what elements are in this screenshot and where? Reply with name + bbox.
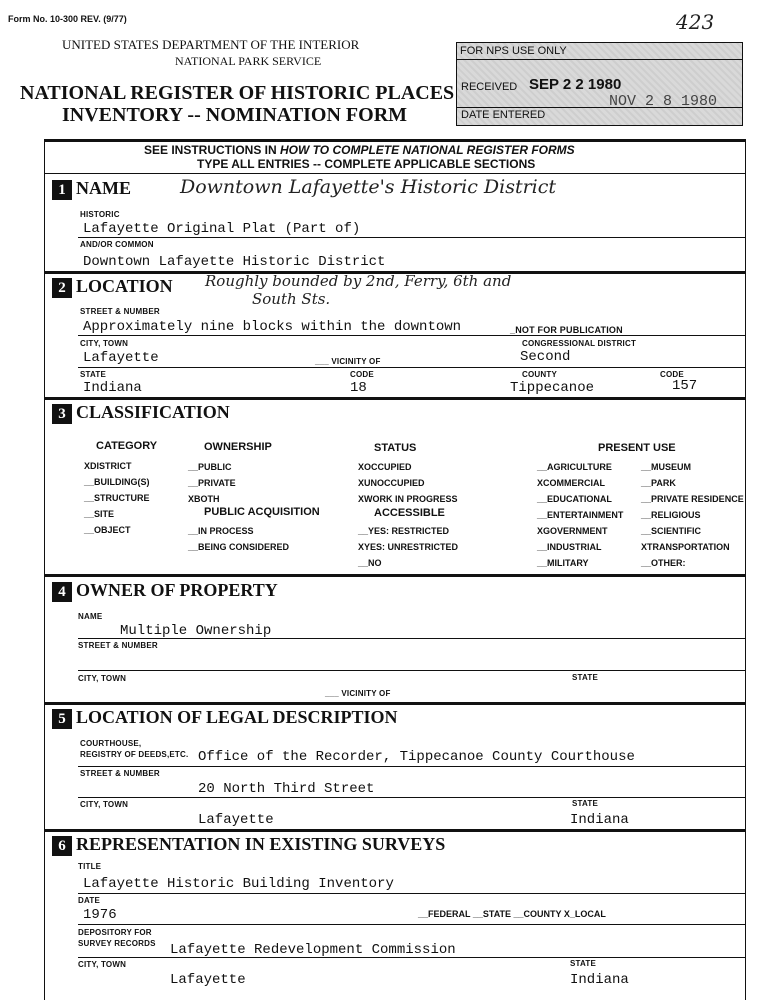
not-for-publication: _NOT FOR PUBLICATION	[510, 325, 623, 335]
accessible-list	[358, 523, 458, 571]
depository-label-line-2: SURVEY RECORDS	[78, 939, 156, 948]
section-title: NAME	[76, 178, 131, 198]
legal-city-label: CITY, TOWN	[80, 800, 129, 809]
service-name: NATIONAL PARK SERVICE	[175, 54, 322, 68]
use-industrial: __INDUSTRIAL	[537, 542, 602, 552]
use-park: __PARK	[641, 478, 676, 488]
legal-city-value: Lafayette	[198, 812, 274, 828]
form-number: Form No. 10-300 REV. (9/77)	[8, 14, 127, 24]
historic-label: HISTORIC	[80, 210, 120, 219]
use-other: __OTHER:	[641, 558, 686, 568]
use-religious: __RELIGIOUS	[641, 510, 701, 520]
department-name: UNITED STATES DEPARTMENT OF THE INTERIOR	[62, 37, 360, 52]
section-3-header	[52, 402, 230, 424]
use-scientific: __SCIENTIFIC	[641, 526, 702, 536]
accessible-heading: ACCESSIBLE	[374, 507, 445, 519]
use-commercial: XCOMMERCIAL	[537, 478, 605, 488]
section-title: LOCATION OF LEGAL DESCRIPTION	[76, 707, 398, 727]
section-4-header	[52, 580, 278, 602]
page-mark: 423	[676, 10, 715, 34]
left-border	[44, 139, 45, 1000]
instructions-prefix: SEE INSTRUCTIONS IN	[144, 143, 281, 157]
owner-name-value: Multiple Ownership	[120, 623, 272, 639]
category-list	[84, 458, 150, 538]
county-code-value: 157	[672, 378, 698, 394]
legal-state-value: Indiana	[570, 812, 629, 828]
instructions-line-2: TYPE ALL ENTRIES -- COMPLETE APPLICABLE SECTIONS	[197, 157, 536, 171]
owner-street-label: STREET & NUMBER	[78, 641, 158, 650]
common-name-label: AND/OR COMMON	[80, 240, 154, 249]
survey-title-value: Lafayette Historic Building Inventory	[83, 876, 394, 892]
use-transportation: XTRANSPORTATION	[641, 542, 730, 552]
instructions-title: HOW TO COMPLETE NATIONAL REGISTER FORMS	[280, 143, 575, 157]
survey-date-label: DATE	[78, 896, 100, 905]
street-label: STREET & NUMBER	[80, 307, 160, 316]
depository-label	[78, 927, 156, 949]
category-district: XDISTRICT	[84, 461, 132, 471]
right-border	[745, 139, 746, 1000]
survey-levels: __FEDERAL __STATE __COUNTY X_LOCAL	[418, 909, 606, 919]
ownership-heading: OWNERSHIP	[204, 441, 272, 453]
courthouse-label-line-1: COURTHOUSE,	[80, 739, 142, 748]
received-date: SEP 2 2 1980	[529, 76, 622, 93]
section-number: 6	[52, 836, 72, 856]
use-private-residence: __PRIVATE RESIDENCE	[641, 494, 744, 504]
courthouse-value: Office of the Recorder, Tippecanoe County Courthouse	[198, 749, 635, 765]
nps-use-only-box	[456, 42, 743, 126]
section-number: 5	[52, 709, 72, 729]
section-number: 3	[52, 404, 72, 424]
section-5-header	[52, 707, 398, 729]
present-use-list-2	[641, 459, 744, 571]
section-6-header	[52, 834, 445, 856]
county-label: COUNTY	[522, 370, 557, 379]
legal-street-value: 20 North Third Street	[198, 781, 375, 797]
street-value: Approximately nine blocks within the downtown	[83, 319, 462, 335]
survey-city-label: CITY, TOWN	[78, 960, 127, 969]
acquisition-considered: __BEING CONSIDERED	[188, 542, 290, 552]
section-title: REPRESENTATION IN EXISTING SURVEYS	[76, 834, 446, 854]
owner-name-label: NAME	[78, 612, 103, 621]
category-site: __SITE	[84, 509, 115, 519]
section-2-header	[52, 276, 173, 298]
accessible-restricted: __YES: RESTRICTED	[358, 526, 450, 536]
ownership-both: XBOTH	[188, 494, 220, 504]
ownership-public: __PUBLIC	[188, 462, 232, 472]
state-label: STATE	[80, 370, 107, 379]
handwritten-location-2: South Sts.	[252, 290, 331, 308]
accessible-no: __NO	[358, 558, 382, 568]
handwritten-name: Downtown Lafayette's Historic District	[180, 176, 557, 198]
state-code-value: 18	[350, 380, 367, 396]
use-entertainment: __ENTERTAINMENT	[537, 510, 624, 520]
present-use-heading: PRESENT USE	[598, 442, 676, 454]
category-building: __BUILDING(S)	[84, 477, 150, 487]
nps-use-label: FOR NPS USE ONLY	[460, 45, 567, 57]
entered-date: NOV 2 8 1980	[609, 93, 718, 110]
status-work-in-progress: XWORK IN PROGRESS	[358, 494, 458, 504]
historic-name-value: Lafayette Original Plat (Part of)	[83, 221, 361, 237]
section-number: 1	[52, 180, 72, 200]
survey-city-value: Lafayette	[170, 972, 246, 988]
survey-state-label: STATE	[570, 959, 597, 968]
section-number: 4	[52, 582, 72, 602]
use-agriculture: __AGRICULTURE	[537, 462, 612, 472]
category-object: __OBJECT	[84, 525, 131, 535]
city-label: CITY, TOWN	[80, 339, 129, 348]
depository-value: Lafayette Redevelopment Commission	[170, 942, 456, 958]
congressional-value: Second	[520, 349, 571, 365]
status-list	[358, 459, 458, 507]
survey-title-label: TITLE	[78, 862, 102, 871]
county-value: Tippecanoe	[510, 380, 595, 396]
use-museum: __MUSEUM	[641, 462, 692, 472]
section-title: CLASSIFICATION	[76, 402, 230, 422]
form-title-2: INVENTORY -- NOMINATION FORM	[62, 104, 408, 126]
section-1-header	[52, 178, 131, 200]
acquisition-in-process: __IN PROCESS	[188, 526, 254, 536]
state-value: Indiana	[83, 380, 142, 396]
status-heading: STATUS	[374, 442, 417, 454]
county-code-label: CODE	[660, 370, 684, 379]
category-heading: CATEGORY	[96, 440, 158, 452]
depository-label-line-1: DEPOSITORY FOR	[78, 928, 152, 937]
category-structure: __STRUCTURE	[84, 493, 150, 503]
legal-street-label: STREET & NUMBER	[80, 769, 160, 778]
courthouse-label	[80, 738, 188, 760]
owner-city-label: CITY, TOWN	[78, 674, 127, 683]
city-value: Lafayette	[83, 350, 159, 366]
code-label: CODE	[350, 370, 374, 379]
form-title-1: NATIONAL REGISTER OF HISTORIC PLACES	[20, 82, 455, 104]
vicinity-label: ___ VICINITY OF	[315, 357, 381, 366]
acquisition-list	[188, 523, 289, 555]
congressional-label: CONGRESSIONAL DISTRICT	[522, 339, 637, 348]
public-acquisition-heading: PUBLIC ACQUISITION	[204, 506, 320, 518]
status-occupied: XOCCUPIED	[358, 462, 412, 472]
date-entered-label: DATE ENTERED	[461, 109, 546, 121]
use-educational: __EDUCATIONAL	[537, 494, 612, 504]
common-name-value: Downtown Lafayette Historic District	[83, 254, 386, 270]
legal-state-label: STATE	[572, 799, 599, 808]
use-military: __MILITARY	[537, 558, 589, 568]
survey-state-value: Indiana	[570, 972, 629, 988]
received-label: RECEIVED	[461, 81, 518, 93]
section-title: LOCATION	[76, 276, 173, 296]
handwritten-location-1: Roughly bounded by 2nd, Ferry, 6th and	[205, 272, 512, 290]
use-government: XGOVERNMENT	[537, 526, 608, 536]
accessible-unrestricted: XYES: UNRESTRICTED	[358, 542, 459, 552]
instructions-line-1	[144, 143, 575, 157]
owner-vicinity-label: ___ VICINITY OF	[325, 689, 391, 698]
section-number: 2	[52, 278, 72, 298]
ownership-list	[188, 459, 236, 507]
section-title: OWNER OF PROPERTY	[76, 580, 278, 600]
owner-state-label: STATE	[572, 673, 599, 682]
survey-date-value: 1976	[83, 907, 117, 923]
ownership-private: __PRIVATE	[188, 478, 236, 488]
present-use-list-1	[537, 459, 623, 571]
status-unoccupied: XUNOCCUPIED	[358, 478, 425, 488]
courthouse-label-line-2: REGISTRY OF DEEDS,ETC.	[80, 750, 189, 759]
